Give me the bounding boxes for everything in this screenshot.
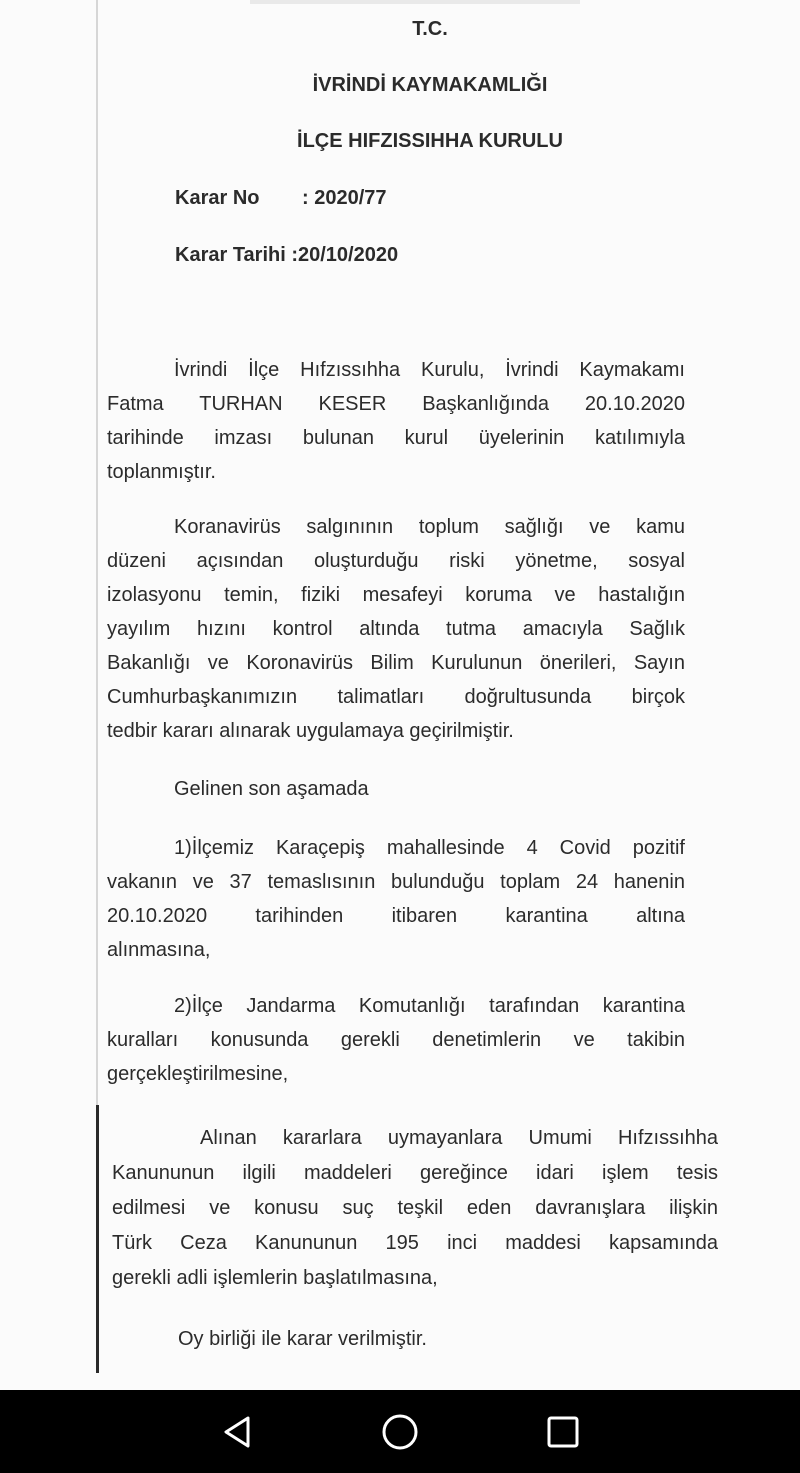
paragraph-line: Fatma TURHAN KESER Başkanlığında 20.10.2020 bbox=[107, 393, 685, 415]
paragraph-line: Alınan kararlara uymayanlara Umumi Hıfzıssıhha bbox=[200, 1127, 718, 1149]
paragraph-line: Cumhurbaşkanımızın talimatları doğrultusunda birçok bbox=[107, 686, 685, 708]
decision-no-label: Karar No bbox=[175, 187, 260, 209]
margin-line-dark bbox=[96, 1105, 99, 1373]
back-button[interactable] bbox=[210, 1404, 266, 1460]
paragraph-line: yayılım hızını kontrol altında tutma amacıyla Sağlık bbox=[107, 618, 685, 640]
decision-no-value: : 2020/77 bbox=[302, 187, 387, 209]
paragraph-line: İvrindi İlçe Hıfzıssıhha Kurulu, İvrindi Kaymakamı bbox=[174, 359, 685, 381]
paragraph-line: 20.10.2020 tarihinden itibaren karantina altına bbox=[107, 905, 685, 927]
back-triangle-icon bbox=[221, 1415, 255, 1449]
paragraph-line: Kanununun ilgili maddeleri gereğince idari işlem tesis bbox=[112, 1162, 718, 1184]
paragraph-measures bbox=[107, 510, 685, 748]
paragraph-line: gerekli adli işlemlerin başlatılmasına, bbox=[112, 1267, 438, 1289]
paragraph-line: tedbir kararı alınarak uygulamaya geçirilmiştir. bbox=[107, 720, 514, 742]
paragraph-line: 2)İlçe Jandarma Komutanlığı tarafından karantina bbox=[174, 995, 685, 1017]
home-circle-icon bbox=[381, 1413, 419, 1451]
recents-button[interactable] bbox=[535, 1404, 591, 1460]
paragraph-line: 1)İlçemiz Karaçepiş mahallesinde 4 Covid pozitif bbox=[174, 837, 685, 859]
paragraph-line: Bakanlığı ve Koronavirüs Bilim Kurulunun önerileri, Sayın bbox=[107, 652, 685, 674]
decision-item-2 bbox=[107, 989, 685, 1091]
paragraph-line: kuralları konusunda gerekli denetimlerin ve takibin bbox=[107, 1029, 685, 1051]
decision-item-1 bbox=[107, 831, 685, 967]
paragraph-line: edilmesi ve konusu suç teşkil eden davranışlara ilişkin bbox=[112, 1197, 718, 1219]
paragraph-closing bbox=[178, 1322, 427, 1356]
heading-board: İLÇE HIFZISSIHHA KURULU bbox=[297, 130, 563, 152]
paragraph-line: Gelinen son aşamada bbox=[174, 778, 369, 800]
paragraph-stage bbox=[174, 772, 369, 806]
heading-authority: İVRİNDİ KAYMAKAMLIĞI bbox=[312, 74, 548, 96]
heading-tc: T.C. bbox=[412, 18, 448, 40]
paragraph-line: vakanın ve 37 temaslısının bulunduğu toplam 24 hanenin bbox=[107, 871, 685, 893]
paragraph-line: düzeni açısından oluşturduğu riski yönetme, sosyal bbox=[107, 550, 685, 572]
margin-line bbox=[96, 0, 98, 1105]
decision-date: Karar Tarihi :20/10/2020 bbox=[175, 244, 399, 266]
top-edge-shadow bbox=[250, 0, 580, 4]
android-nav-bar bbox=[0, 1390, 800, 1473]
paragraph-line: gerçekleştirilmesine, bbox=[107, 1063, 289, 1085]
paragraph-line: Koranavirüs salgınının toplum sağlığı ve kamu bbox=[174, 516, 685, 538]
paragraph-line: alınmasına, bbox=[107, 939, 211, 961]
paragraph-intro bbox=[107, 353, 685, 489]
paragraph-line: Türk Ceza Kanununun 195 inci maddesi kapsamında bbox=[112, 1232, 718, 1254]
paragraph-line: tarihinde imzası bulunan kurul üyelerinin katılımıyla bbox=[107, 427, 685, 449]
paragraph-line: toplanmıştır. bbox=[107, 461, 216, 483]
recents-square-icon bbox=[546, 1415, 580, 1449]
paragraph-sanctions bbox=[112, 1121, 718, 1296]
paragraph-line: Oy birliği ile karar verilmiştir. bbox=[178, 1328, 427, 1350]
home-button[interactable] bbox=[372, 1404, 428, 1460]
paragraph-line: izolasyonu temin, fiziki mesafeyi koruma ve hastalığın bbox=[107, 584, 685, 606]
